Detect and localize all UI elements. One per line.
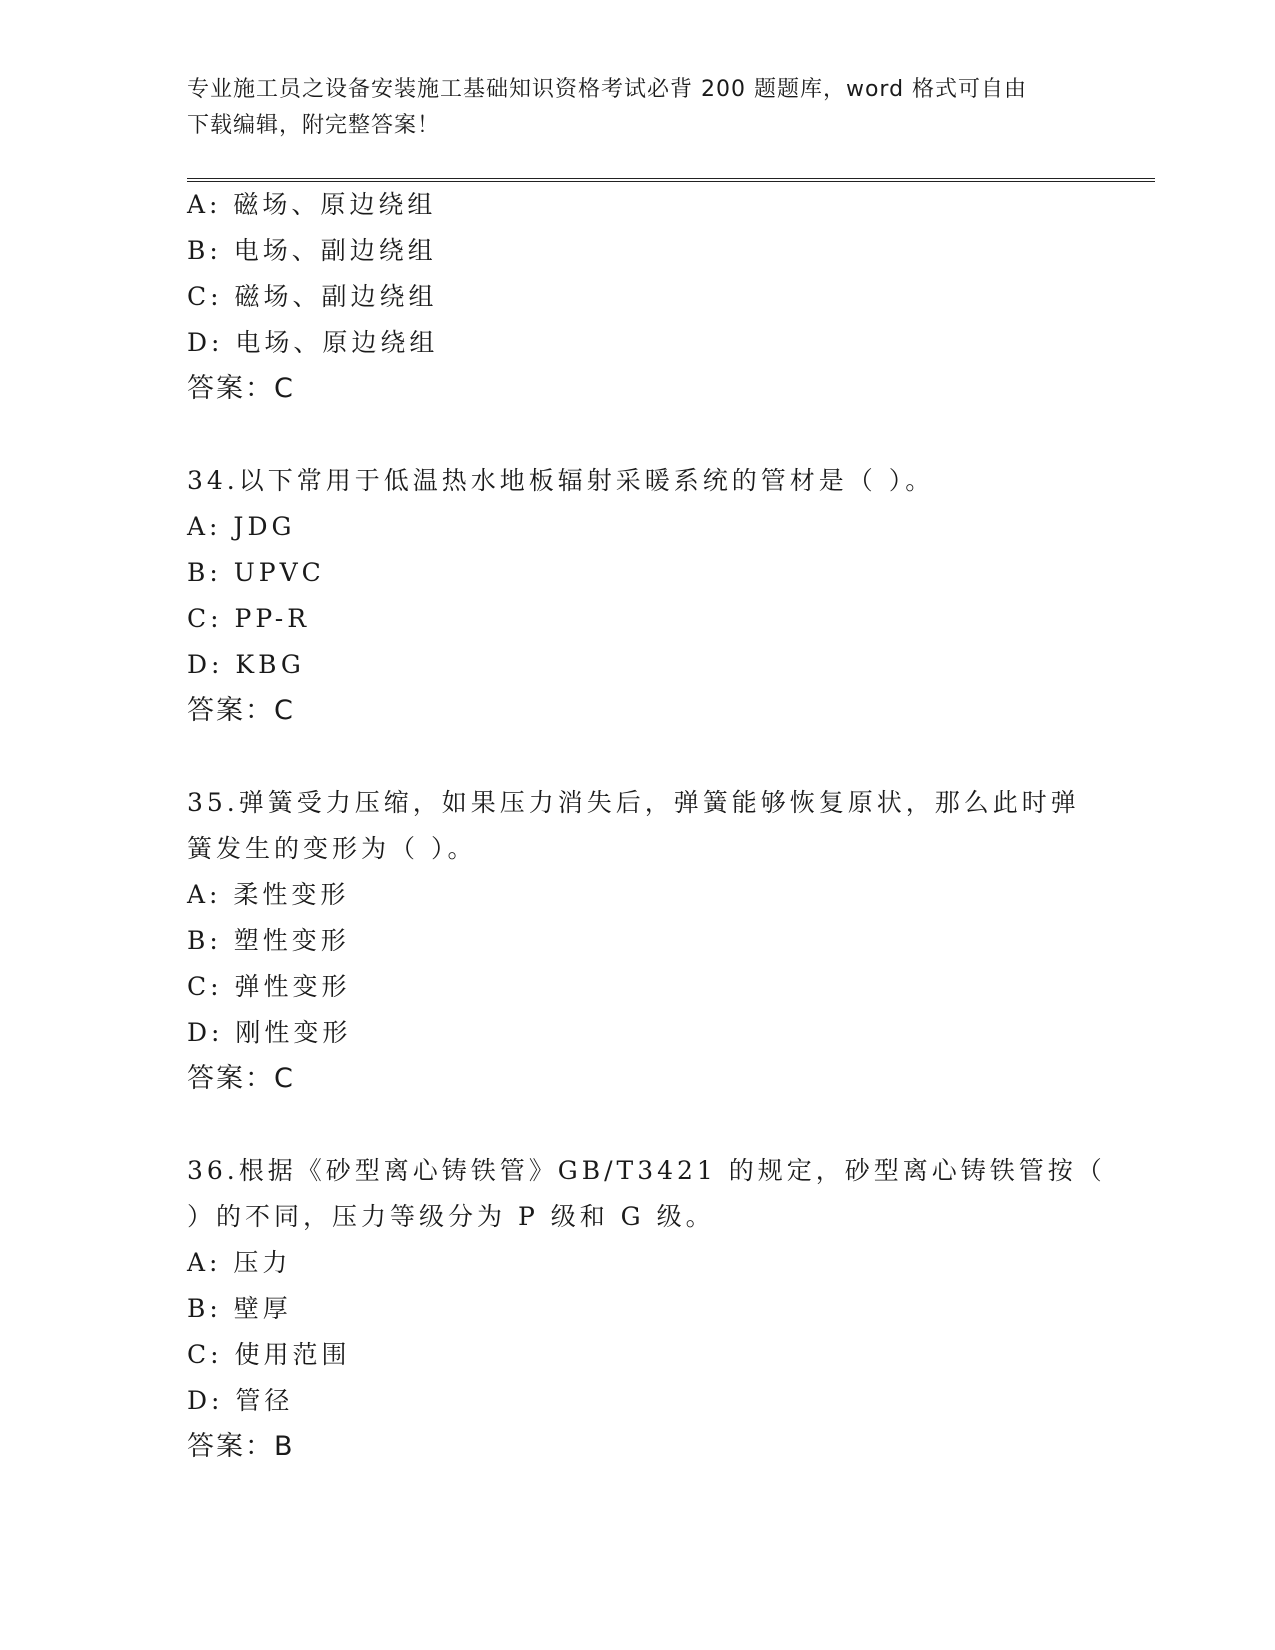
question-34 bbox=[187, 458, 1157, 734]
option-a: A: 压力 bbox=[187, 1248, 292, 1277]
question-stem-continued: ）的不同，压力等级分为 P 级和 G 级。 bbox=[187, 1202, 715, 1231]
option-a: A: JDG bbox=[187, 512, 296, 541]
option-c: C: 使用范围 bbox=[187, 1340, 351, 1369]
question-stem: 34.以下常用于低温热水地板辐射采暖系统的管材是（ ）。 bbox=[187, 466, 935, 495]
option-b: B: 塑性变形 bbox=[187, 926, 350, 955]
option-b: B: 壁厚 bbox=[187, 1294, 292, 1323]
option-c: C: 磁场、副边绕组 bbox=[187, 282, 438, 311]
option-c: C: PP-R bbox=[187, 604, 311, 633]
answer-line: 答案：C bbox=[187, 695, 295, 726]
document-page bbox=[187, 72, 1157, 1470]
option-d: D: 电场、原边绕组 bbox=[187, 328, 439, 357]
document-header bbox=[187, 72, 1087, 144]
option-d: D: 刚性变形 bbox=[187, 1018, 352, 1047]
answer-line: 答案：C bbox=[187, 1063, 295, 1094]
question-35 bbox=[187, 780, 1157, 1102]
option-a: A: 磁场、原边绕组 bbox=[187, 190, 437, 219]
answer-line: 答案：C bbox=[187, 373, 295, 404]
option-c: C: 弹性变形 bbox=[187, 972, 351, 1001]
option-d: D: KBG bbox=[187, 650, 305, 679]
header-line-2: 下载编辑，附完整答案！ bbox=[187, 113, 441, 138]
answer-line: 答案：B bbox=[187, 1431, 295, 1462]
question-33-continued bbox=[187, 182, 1157, 412]
option-d: D: 管径 bbox=[187, 1386, 294, 1415]
option-b: B: 电场、副边绕组 bbox=[187, 236, 437, 265]
option-b: B: UPVC bbox=[187, 558, 325, 587]
header-line-1: 专业施工员之设备安装施工基础知识资格考试必背 200 题题库，word 格式可自由 bbox=[187, 77, 1028, 102]
question-stem: 35.弹簧受力压缩，如果压力消失后，弹簧能够恢复原状，那么此时弹 bbox=[187, 788, 1080, 817]
question-stem: 36.根据《砂型离心铸铁管》GB/T3421 的规定，砂型离心铸铁管按（ bbox=[187, 1156, 1106, 1185]
question-stem-continued: 簧发生的变形为（ ）。 bbox=[187, 834, 477, 863]
option-a: A: 柔性变形 bbox=[187, 880, 350, 909]
question-36 bbox=[187, 1148, 1157, 1470]
